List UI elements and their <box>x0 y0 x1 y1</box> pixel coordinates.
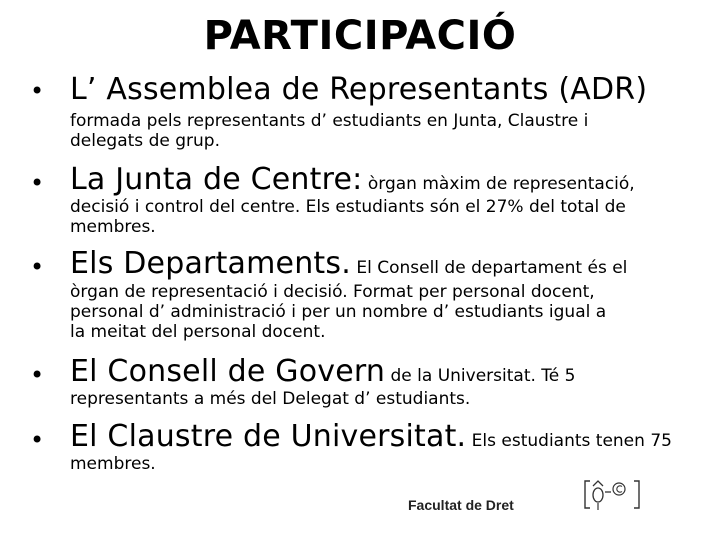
list-item-body <box>70 454 700 474</box>
bullet-icon: • <box>30 253 45 281</box>
body-line: decisió i control del centre. Els estudiants són el 27% del total de <box>70 197 626 217</box>
body-line: membres. <box>70 217 156 237</box>
list-item-body <box>70 282 700 342</box>
body-line: òrgan de representació i decisió. Format per personal docent, <box>70 282 595 302</box>
bullet-icon: • <box>30 169 45 197</box>
page-title: PARTICIPACIÓ <box>203 13 517 59</box>
body-line: la meitat del personal docent. <box>70 322 326 342</box>
body-line: membres. <box>70 454 156 474</box>
item-title: L’ Assemblea de Representants (ADR) <box>70 72 648 107</box>
list-item-heading <box>70 162 635 198</box>
item-inline-text: òrgan màxim de representació, <box>362 174 635 194</box>
faculty-logo-icon <box>582 478 644 514</box>
footer-label: Facultat de Dret <box>408 497 514 513</box>
list-item-body <box>70 389 700 409</box>
list-item-heading <box>70 72 647 108</box>
bullet-icon: • <box>30 426 45 454</box>
item-title: El Consell de Govern <box>70 354 386 389</box>
list-item-body <box>70 111 700 151</box>
item-title: El Claustre de Universitat. <box>70 419 467 454</box>
item-inline-text: de la Universitat. Té 5 <box>385 366 576 386</box>
list-item-heading <box>70 246 627 282</box>
bullet-icon: • <box>30 77 45 105</box>
body-line: representants a més del Delegat d’ estudiants. <box>70 389 471 409</box>
list-item-heading <box>70 354 575 390</box>
body-line: personal d’ administració i per un nombre d’ estudiants igual a <box>70 302 607 322</box>
list-item-heading <box>70 419 672 455</box>
list-item-body <box>70 197 700 237</box>
item-inline-text: El Consell de departament és el <box>350 258 628 278</box>
item-title: La Junta de Centre: <box>70 162 363 197</box>
bullet-icon: • <box>30 361 45 389</box>
body-line: formada pels representants d’ estudiants en Junta, Claustre i <box>70 111 589 131</box>
item-inline-text: Els estudiants tenen 75 <box>466 431 672 451</box>
item-title: Els Departaments. <box>70 246 351 281</box>
body-line: delegats de grup. <box>70 131 220 151</box>
